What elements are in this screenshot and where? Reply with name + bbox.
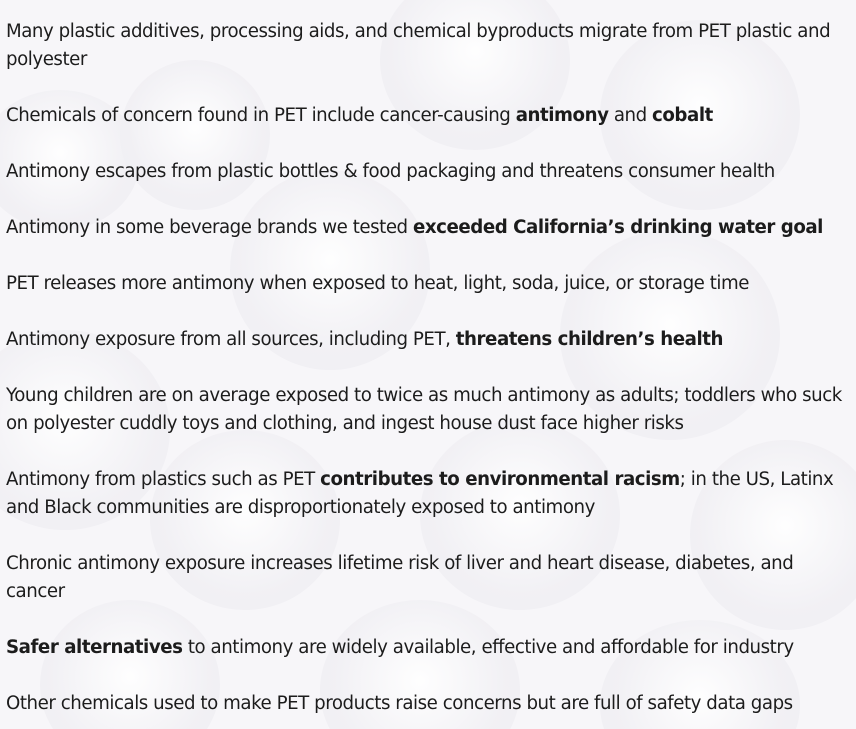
emphasis-text: Safer alternatives — [6, 637, 183, 658]
fact-paragraph — [6, 18, 856, 74]
fact-paragraph — [6, 550, 856, 606]
fact-paragraph — [6, 466, 856, 522]
paragraph-text: Many plastic additives, processing aids, and chemical byproducts migrate from PET plastic and polyester — [6, 21, 831, 70]
paragraph-text: to antimony are widely available, effective and affordable for industry — [182, 637, 794, 658]
emphasis-text: contributes to environmental racism — [320, 469, 680, 490]
paragraph-text: Antimony in some beverage brands we tested — [6, 217, 413, 238]
paragraph-text: Antimony from plastics such as PET — [6, 469, 321, 490]
paragraph-text: Other chemicals used to make PET products raise concerns but are full of safety data gaps — [6, 693, 793, 714]
paragraph-text: PET releases more antimony when exposed to heat, light, soda, juice, or storage time — [6, 273, 750, 294]
paragraph-text: Young children are on average exposed to twice as much antimony as adults; toddlers who suck on polyester cuddly toys and clothing, and ingest house dust face higher risks — [6, 385, 842, 434]
fact-paragraph — [6, 634, 856, 662]
paragraph-text: Antimony escapes from plastic bottles & food packaging and threatens consumer health — [6, 161, 775, 182]
fact-paragraph — [6, 690, 856, 718]
emphasis-text: cobalt — [652, 105, 713, 126]
emphasis-text: antimony — [515, 105, 609, 126]
fact-paragraph — [6, 158, 856, 186]
fact-paragraph — [6, 382, 856, 438]
paragraph-text: Antimony exposure from all sources, including PET, — [6, 329, 456, 350]
fact-paragraph — [6, 214, 856, 242]
fact-paragraph — [6, 270, 856, 298]
fact-paragraph — [6, 102, 856, 130]
paragraph-text: ; in the US, Latinx and Black communities are disproportionately exposed to antimony — [6, 469, 834, 518]
paragraph-text: and — [608, 105, 653, 126]
paragraph-text: Chemicals of concern found in PET include cancer-causing — [6, 105, 516, 126]
fact-paragraph — [6, 326, 856, 354]
emphasis-text: threatens children’s health — [455, 329, 723, 350]
paragraph-text: Chronic antimony exposure increases lifetime risk of liver and heart disease, diabetes, and cancer — [6, 553, 794, 602]
emphasis-text: exceeded California’s drinking water goal — [412, 217, 823, 238]
